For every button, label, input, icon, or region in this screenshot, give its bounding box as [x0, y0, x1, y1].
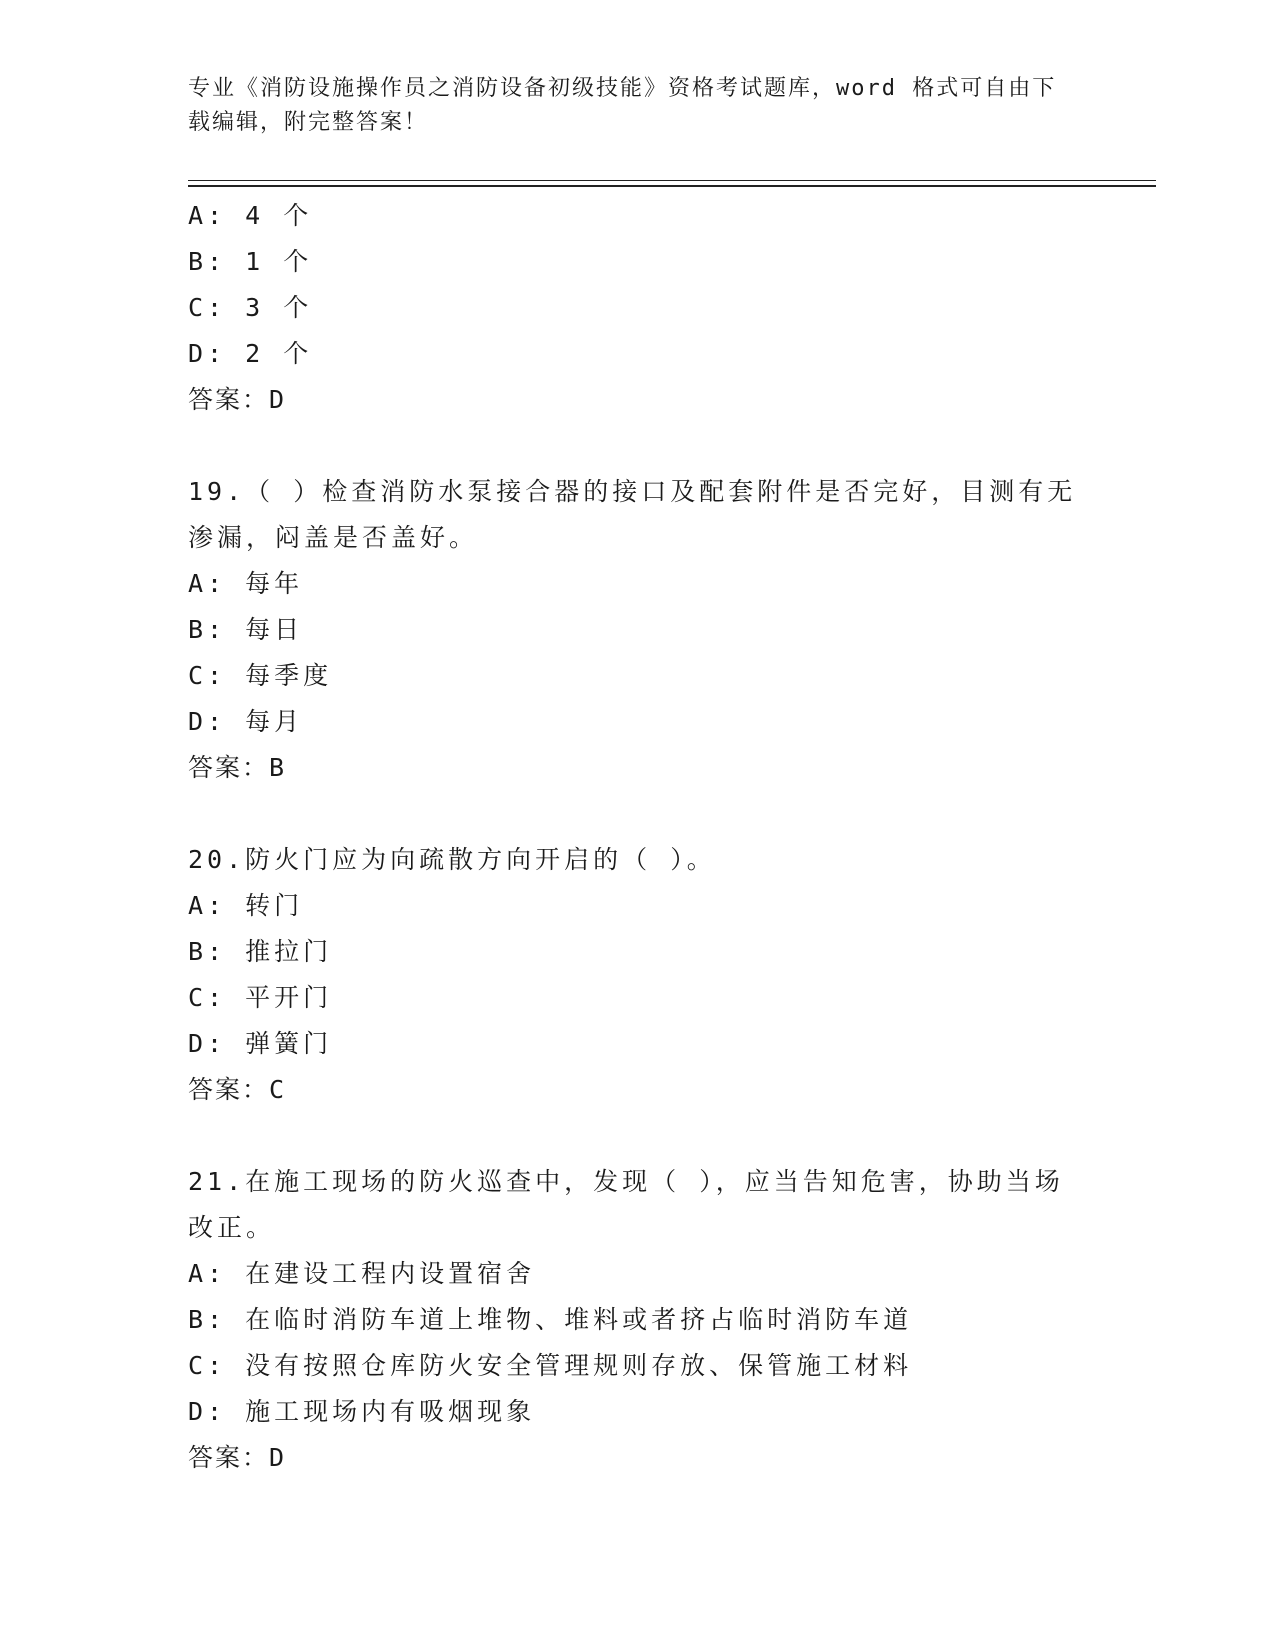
answer: 答案：D — [188, 385, 287, 414]
option-a: A: 在建设工程内设置宿舍 — [188, 1259, 536, 1288]
answer: 答案：B — [188, 753, 287, 782]
option-a: A: 转门 — [188, 891, 304, 920]
option-d: D: 2 个 — [188, 339, 313, 368]
option-a: A: 每年 — [188, 569, 304, 598]
answer: 答案：D — [188, 1443, 287, 1472]
question-19 — [188, 469, 1088, 791]
question-text-line-2: 渗漏，闷盖是否盖好。 — [188, 523, 479, 552]
option-c: C: 3 个 — [188, 293, 313, 322]
question-text-line-2: 改正。 — [188, 1213, 276, 1242]
document-header — [188, 72, 1068, 140]
option-b: B: 在临时消防车道上堆物、堆料或者挤占临时消防车道 — [188, 1305, 913, 1334]
header-line-2: 载编辑，附完整答案！ — [188, 110, 429, 135]
question-18 — [188, 193, 1088, 423]
option-c: C: 每季度 — [188, 661, 333, 690]
header-divider-top — [188, 180, 1156, 181]
option-c: C: 平开门 — [188, 983, 333, 1012]
option-c: C: 没有按照仓库防火安全管理规则存放、保管施工材料 — [188, 1351, 913, 1380]
option-b: B: 每日 — [188, 615, 304, 644]
question-20 — [188, 837, 1088, 1113]
answer: 答案：C — [188, 1075, 287, 1104]
question-text-line-1: 19.（ ）检查消防水泵接合器的接口及配套附件是否完好，目测有无 — [188, 477, 1077, 506]
header-divider-bottom — [188, 185, 1156, 187]
question-text-line-1: 20.防火门应为向疏散方向开启的（ ）。 — [188, 845, 716, 874]
header-line-1: 专业《消防设施操作员之消防设备初级技能》资格考试题库，word 格式可自由下 — [188, 76, 1057, 101]
question-list — [188, 193, 1088, 1481]
option-d: D: 每月 — [188, 707, 304, 736]
option-a: A: 4 个 — [188, 201, 313, 230]
question-21 — [188, 1159, 1088, 1481]
option-b: B: 1 个 — [188, 247, 313, 276]
option-d: D: 施工现场内有吸烟现象 — [188, 1397, 536, 1426]
option-d: D: 弹簧门 — [188, 1029, 333, 1058]
question-text-line-1: 21.在施工现场的防火巡查中，发现（ ），应当告知危害，协助当场 — [188, 1167, 1064, 1196]
option-b: B: 推拉门 — [188, 937, 333, 966]
